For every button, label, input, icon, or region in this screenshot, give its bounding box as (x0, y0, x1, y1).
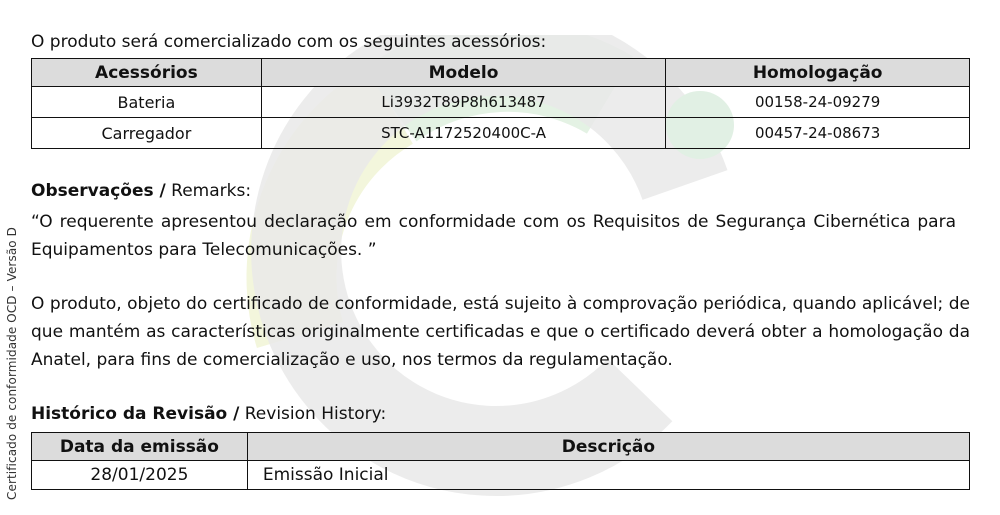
history-heading (31, 404, 386, 424)
table-row (32, 461, 970, 490)
table-cell: Bateria (32, 87, 262, 118)
table-row (32, 87, 970, 118)
revision-history-table (31, 432, 970, 490)
header-acessorios: Acessórios (32, 59, 262, 87)
table-header-row (32, 59, 970, 87)
history-heading-bold: Histórico da Revisão / (31, 404, 240, 424)
table-cell: STC-A1172520400C-A (261, 118, 666, 149)
remarks-paragraph: “O requerente apresentou declaração em conformidade com os Requisitos de Segurança Cibernética para Equipamentos para Telecomunicações. ” (31, 212, 956, 260)
history-heading-normal: Revision History: (239, 404, 387, 424)
accessories-intro: O produto será comercializado com os seguintes acessórios: (31, 32, 547, 52)
remarks-heading-bold: Observações / (31, 181, 166, 201)
accessories-table (31, 58, 970, 149)
remarks-heading-normal: Remarks: (165, 181, 252, 201)
table-cell: 28/01/2025 (32, 461, 248, 490)
conformity-paragraph: O produto, objeto do certificado de conformidade, está sujeito à comprovação periódica, quando aplicável; de que mantém as características originalmente certificadas e que o certificado deverá obter a homologação da Anatel, para fins de comercialização e uso, nos termos da regulamentação. (31, 294, 970, 370)
header-homologacao: Homologação (666, 59, 970, 87)
table-cell: 00158-24-09279 (666, 87, 970, 118)
table-cell: 00457-24-08673 (666, 118, 970, 149)
header-data-emissao: Data da emissão (32, 433, 248, 461)
header-descricao: Descrição (247, 433, 969, 461)
header-modelo: Modelo (261, 59, 666, 87)
table-cell: Li3932T89P8h613487 (261, 87, 666, 118)
side-version-label: Certificado de conformidade OCD – Versão D (5, 227, 19, 500)
remarks-heading (31, 181, 251, 201)
table-header-row (32, 433, 970, 461)
table-cell: Emissão Inicial (247, 461, 969, 490)
table-cell: Carregador (32, 118, 262, 149)
table-row (32, 118, 970, 149)
